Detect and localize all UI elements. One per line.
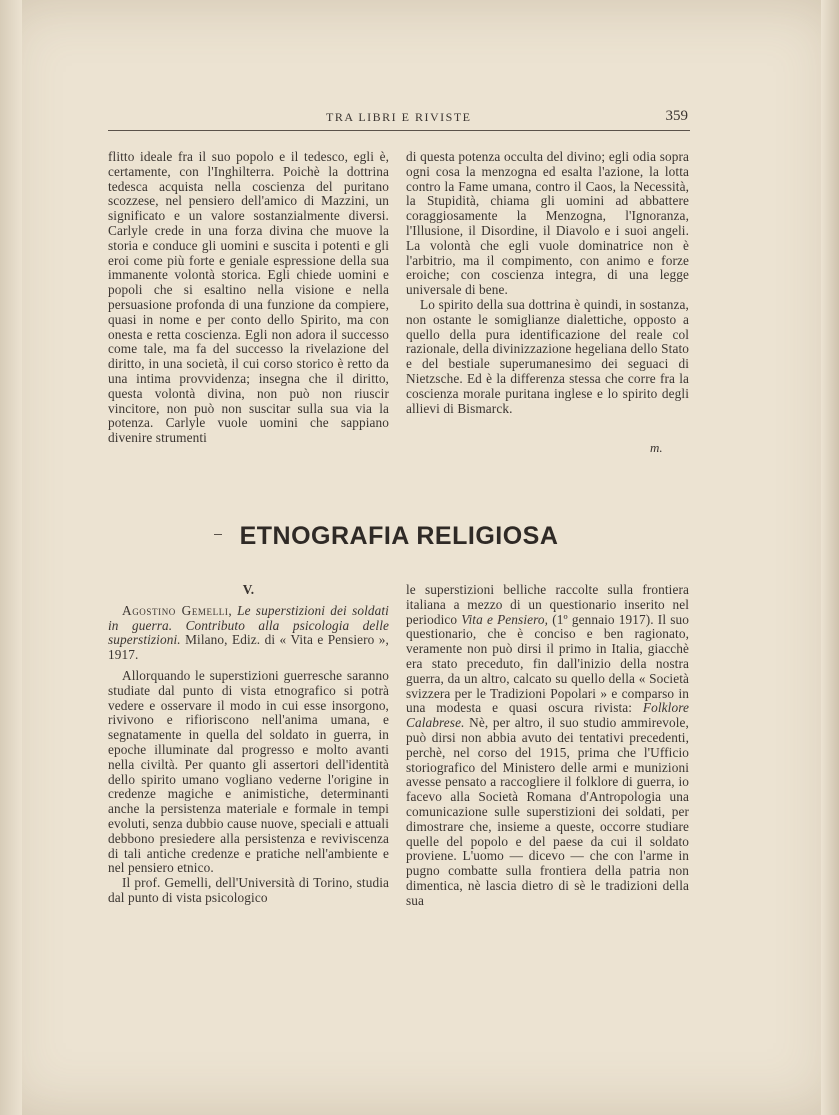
author-signature: m. — [650, 440, 663, 455]
bibliographic-reference: Agostino Gemelli, Le superstizioni dei soldati in guerra. Contributo alla psicologia delle superstizioni. Milano, Ediz. di « Vita e Pensiero », 1917. — [108, 602, 389, 663]
page-left-edge — [0, 0, 22, 1115]
page-number: 359 — [665, 108, 688, 124]
review-number: V. — [242, 582, 255, 597]
paragraph: flitto ideale fra il suo popolo e il tedesco, egli è, certamente, con l'Inghilterra. Poichè la dottrina tedesca acquista nella coscienza del puritano scozzese, nel pensiero dell'amico di Mazzini, un significato e un valore sostanzialmente diversi. Carlyle crede in una forza divina che muove la storia e conduce gli uomini e suscita i potenti e gli eroi come più forte e geniale espressione della sua immanente volontà storica. Egli chiede uomini e popoli che si esaltino nella visione e nella persuasione profonda di una funzione da compiere, quasi in nome e per conto dello Spirito, ma con onesta e retta coscienza. Egli non adora il successo come tale, ma fa del successo la rivelazione del diritto, in una società, il cui corso storico è retto da una intima provvidenza; insegna che il diritto, questa volontà divina, non può non riuscir vincitore, non può non suscitar sulla sua via la potenza. Carlyle vuole uomini che sappiano divenire strumenti — [108, 149, 389, 446]
paragraph: Il prof. Gemelli, dell'Università di Torino, studia dal punto di vista psicologico — [108, 875, 389, 905]
paragraph: Allorquando le superstizioni guerresche saranno studiate dal punto di vista etnografico si potrà vedere e osservare il modo in cui esse insorgono, rivivono e rifioriscono nell'anima umana, e segnatamente in quella del soldato in guerra, in epoche illuminate dal progresso e molto avanti nella civiltà. Per quanto gli assertori dell'identità dello spirito umano vogliano vederne l'origine in credenze magiche e animistiche, determinanti anche la persistenza materiale e formale in tempi evoluti, senza dubbio cause nuove, speciali e attuali debbono presiedere alla persistenza e reviviscenza di tali antiche credenze e pratiche nell'ambiente e nel pensiero etnico. — [108, 667, 389, 876]
text-run: (1º gennaio 1917). Il suo questionario, che è conciso e ben ragionato, veramente non può dirsi il primo in Italia, giacchè era stato preceduto, fin dall'inizio della nostra guerra, da un altro, calcato su quello della « Società svizzera per le Tradizioni Popolari » e comparso in una modesta e quasi oscura rivista: — [406, 611, 690, 716]
paragraph: di questa potenza occulta del divino; egli odia sopra ogni cosa la menzogna ed esalta l'azione, la lotta contro la Fame umana, contro il Caos, la Necessità, la Stupidità, chiama gli uomini ad abbattere coraggiosamente la Menzogna, l'Ignoranza, l'Illusione, il Disordine, il Diavolo e i suoi angeli. La volontà che egli vuole dominatrice non è l'arbitrio, ma il compimento, con animo e forze eroiche; con coscienza integra, di una legge universale di bene. — [406, 149, 689, 298]
paragraph: Lo spirito della sua dottrina è quindi, in sostanza, non ostante le somiglianze dialettiche, opposto a quello della pura identificazione del reale col razionale, della divinizzazione hegeliana dello Stato e del bestiale superumanesimo dei seguaci di Nietzsche. Ed è la differenza stessa che corre fra la coscienza morale puritana inglese e lo spirito degli allievi di Bismarck. — [406, 296, 689, 416]
journal-title: Folklore Calabrese. — [406, 700, 689, 731]
reference-imprint: Milano, Ediz. di « Vita e Pensiero », 1917. — [108, 632, 389, 663]
running-head — [108, 108, 690, 130]
top-right-column — [406, 150, 689, 416]
page-right-edge — [821, 0, 839, 1115]
reference-author: Agostino Gemelli — [122, 602, 229, 618]
bottom-left-column — [108, 583, 389, 906]
periodical-title: Vita e Pensiero, — [461, 611, 549, 627]
running-title: TRA LIBRI E RIVISTE — [326, 110, 472, 124]
reference-title: Le superstizioni dei soldati in guerra. Contributo alla psicologia delle superstizioni. — [108, 602, 389, 648]
section-title: ETNOGRAFIA RELIGIOSA — [239, 522, 559, 550]
paragraph — [406, 583, 689, 909]
text-run: Nè, per altro, il suo studio ammirevole, può dirsi non abbia avuto dei tentativi precedenti, perchè, nel corso del 1915, prima che l'Ufficio storiografico del Ministero delle armi e munizioni avesse pensato a raccogliere il folklore di guerra, io facevo alla Società Romana d'Antropologia una comunicazione sulle superstizioni dei soldati, per dimostrare che, insieme a queste, occorre studiare quelle del popolo e del paese da cui il soldato proviene. L'uomo — dicevo — che con l'arme in pugno combatte sulla frontiera della patria non dimentica, nè lascia dietro di sè le tradizioni della sua — [406, 715, 689, 908]
text-run: le superstizioni belliche raccolte sulla frontiera italiana a mezzo di un questionario inserito nel periodico — [406, 582, 689, 627]
bottom-right-column — [406, 583, 689, 909]
header-rule — [108, 130, 690, 131]
top-left-column — [108, 150, 389, 446]
